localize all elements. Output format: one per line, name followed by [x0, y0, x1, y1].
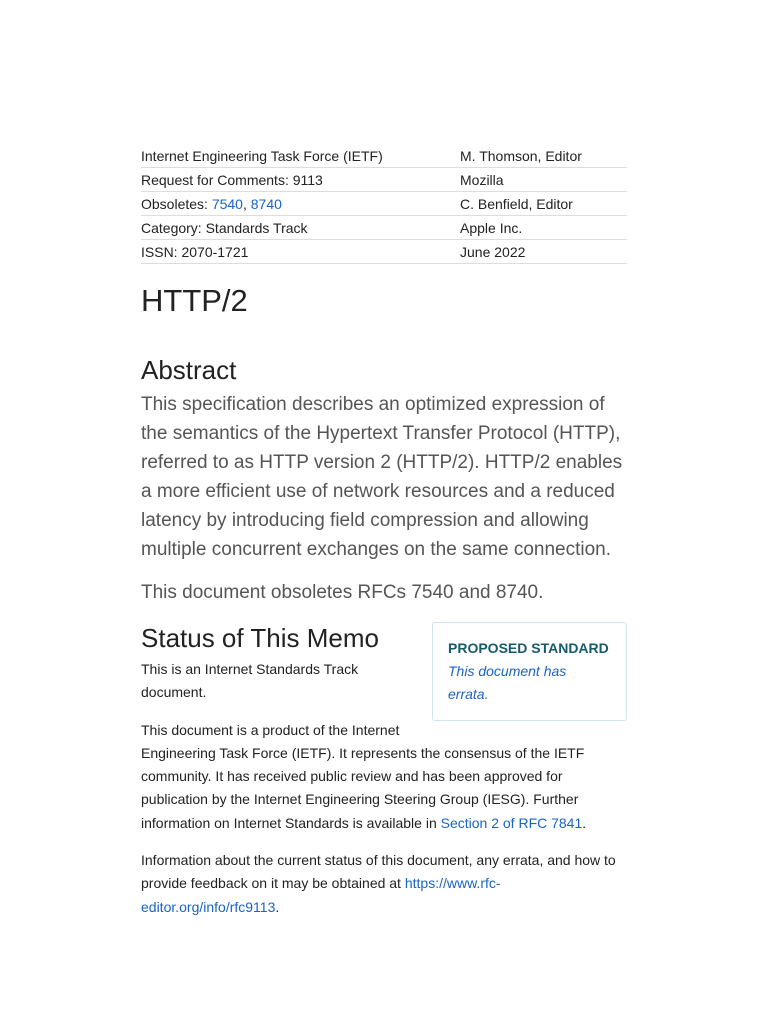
status-paragraph-3-suffix: .: [275, 898, 280, 915]
header-left-cell: ISSN: 2070-1721: [141, 240, 460, 264]
obsoletes-separator: ,: [242, 196, 251, 212]
abstract-paragraph: This specification describes an optimized expression of the semantics of the Hypertext Transfer Protocol (HTTP), referred to as HTTP version 2 (HTTP/2). HTTP/2 enables a more efficient use of network resources and a reduced latency by introducing field compression and allowing multiple concurrent exchanges on the same connection.: [141, 394, 623, 560]
obsoletes-link-7540[interactable]: 7540: [211, 196, 243, 212]
rfc-header-table: [141, 144, 627, 264]
errata-link[interactable]: errata: [448, 686, 485, 702]
header-right-cell: Apple Inc.: [460, 216, 627, 240]
status-paragraph-2: [141, 719, 627, 835]
header-right-cell: C. Benfield, Editor: [460, 192, 627, 216]
header-right-cell: Mozilla: [460, 168, 627, 192]
status-paragraph-3: [141, 849, 627, 919]
status-aside-box: [432, 622, 627, 721]
errata-suffix: .: [484, 686, 489, 702]
header-left-cell: Category: Standards Track: [141, 216, 460, 240]
header-row: [141, 240, 627, 264]
errata-note: [448, 663, 566, 702]
header-left-cell: Request for Comments: 9113: [141, 168, 460, 192]
errata-prefix: This document has: [448, 663, 567, 679]
document-title: HTTP/2: [141, 283, 248, 318]
header-right-cell: June 2022: [460, 240, 627, 264]
status-section: [141, 622, 627, 919]
proposed-standard-label: PROPOSED STANDARD: [448, 640, 609, 656]
status-paragraph-3-text: Information about the current status of this document, any errata, and how to provide feedback on it may be obtained at: [141, 852, 616, 892]
abstract-heading: Abstract: [141, 355, 237, 385]
obsoletes-label: Obsoletes:: [141, 196, 212, 212]
header-row: [141, 216, 627, 240]
status-heading: Status of This Memo: [141, 623, 379, 653]
document-page: [141, 144, 627, 933]
rfc9113-info-link[interactable]: https://www.rfc-editor.org/info/rfc9113: [141, 875, 501, 915]
header-row: [141, 144, 627, 168]
status-paragraph-1: This is an Internet Standards Track document.: [141, 661, 359, 701]
obsoletes-link-8740[interactable]: 8740: [250, 196, 282, 212]
header-row: [141, 192, 627, 216]
header-left-cell: Internet Engineering Task Force (IETF): [141, 144, 460, 168]
rfc7841-link[interactable]: Section 2 of RFC 7841: [440, 814, 583, 831]
header-row: [141, 168, 627, 192]
obsoletes-cell: [141, 192, 460, 216]
status-paragraph-2-suffix: .: [582, 814, 587, 831]
header-right-cell: M. Thomson, Editor: [460, 144, 627, 168]
obsoletes-paragraph: This document obsoletes RFCs 7540 and 8740.: [141, 582, 544, 603]
status-paragraph-2-text: This document is a product of the Internet Engineering Task Force (IETF). It represents the consensus of the IETF community. It has received public review and has been approved for publication by the Internet Engineering Steering Group (IESG). Further information on Internet Standards is available in: [141, 721, 585, 831]
